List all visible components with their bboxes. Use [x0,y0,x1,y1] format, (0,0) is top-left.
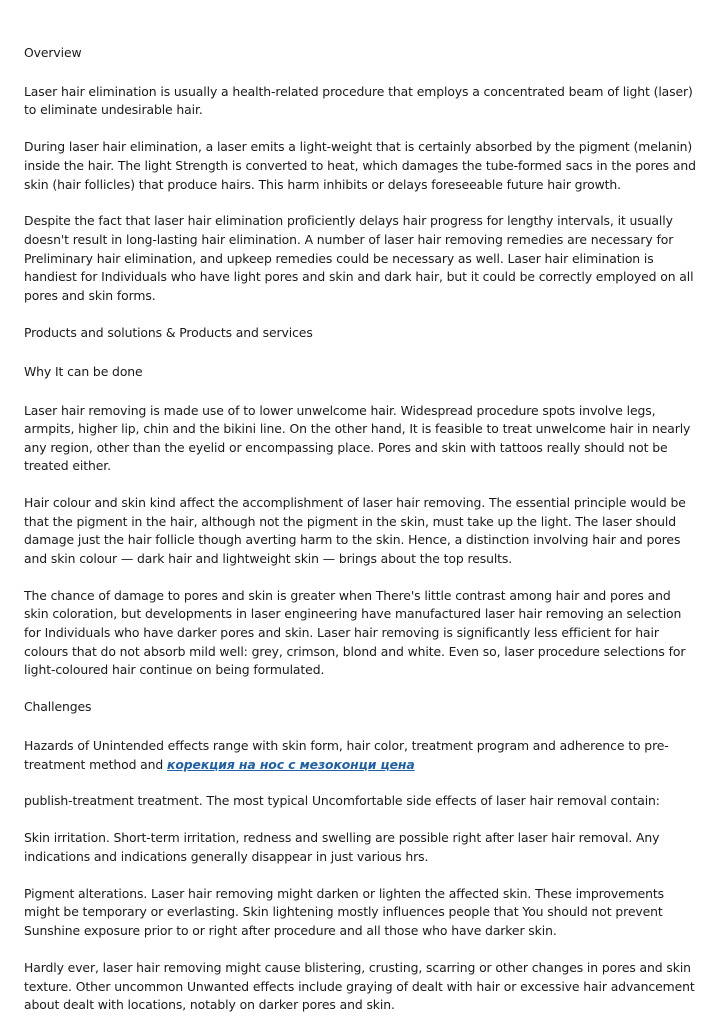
article-body [24,44,696,1033]
paragraph-pigment-changes: Pigment alterations. Laser hair removing might darken or lighten the affected skin. These improvements might be temporary or everlasting. Skin lightening mostly influences people that You should not prevent Sunshine exposure prior to or right after procedure and all those who have darker skin. [24,885,664,939]
paragraph-rare-effects: Hardly ever, laser hair removing might cause blistering, crusting, scarring or other changes in pores and skin texture. Other uncommon Unwanted effects include graying of dealt with hair or excessive hair advancement about dealt with locations, notably on darker pores and skin. [24,959,695,1013]
paragraph-risks-text: Hazards of Unintended effects range with skin form, hair color, treatment program and adherence to pre-treatment method and [24,738,669,772]
paragraph-effectiveness: Despite the fact that laser hair elimination proficiently delays hair progress for lengthy intervals, it usually doesn't result in long-lasting hair elimination. A number of laser hair removing remedies are necessary for Preliminary hair elimination, and upkeep remedies could be necessary as well. Laser hair elimination is handiest for Individuals who have light pores and skin and dark hair, but it could be correctly employed on all pores and skin forms. [24,213,694,303]
section-heading-challenges: Challenges [24,699,92,715]
paragraph-side-effects-intro: publish-treatment treatment. The most typical Uncomfortable side effects of laser hair removal contain: [24,793,660,809]
section-heading-overview: Overview [24,45,82,60]
inline-link[interactable]: корекция на нос с мезоконци цена [167,756,415,772]
paragraph-skin-irritation: Skin irritation. Short-term irritation, redness and swelling are possible right after laser hair removal. Any indications and indications generally disappear in just various hrs. [24,830,660,864]
paragraph-uses: Laser hair removing is made use of to lower unwelcome hair. Widespread procedure spots involve legs, armpits, higher lip, chin and the bikini line. On the other hand, It is feasible to treat unwelcome hair in nearly any region, other than the eyelid or encompassing place. Pores and skin with tattoos really should not be treated either. [24,402,691,474]
paragraph-hair-color: Hair colour and skin kind affect the accomplishment of laser hair removing. The essential principle would be that the pigment in the hair, although not the pigment in the skin, must take up the light. The laser should damage just the hair follicle though averting harm to the skin. Hence, a distinction involving hair and pores and skin colour — dark hair and lightweight skin — brings about the top results. [24,495,686,566]
paragraph-contrast: The chance of damage to pores and skin is greater when There's little contrast among hair and pores and skin coloration, but developments in laser engineering have manufactured laser hair removing an selection for Individuals who have darker pores and skin. Laser hair removing is significantly less efficient for hair colours that do not absorb mild well: grey, crimson, blond and white. Even so, laser procedure selections for light-coloured hair continue on being formulated. [24,587,686,678]
paragraph-risks [24,737,696,774]
section-heading-products: Products and solutions & Products and services [24,324,313,340]
paragraph-how-it-works: During laser hair elimination, a laser emits a light-weight that is certainly absorbed by the pigment (melanin) inside the hair. The light Strength is converted to heat, which damages the tube-formed sacs in the pores and skin (hair follicles) that produce hairs. This harm inhibits or delays foreseeable future hair growth. [24,139,696,192]
paragraph-intro: Laser hair elimination is usually a health-related procedure that employs a concentrated beam of light (laser) to eliminate undesirable hair. [24,83,693,118]
section-heading-why: Why It can be done [24,363,143,379]
